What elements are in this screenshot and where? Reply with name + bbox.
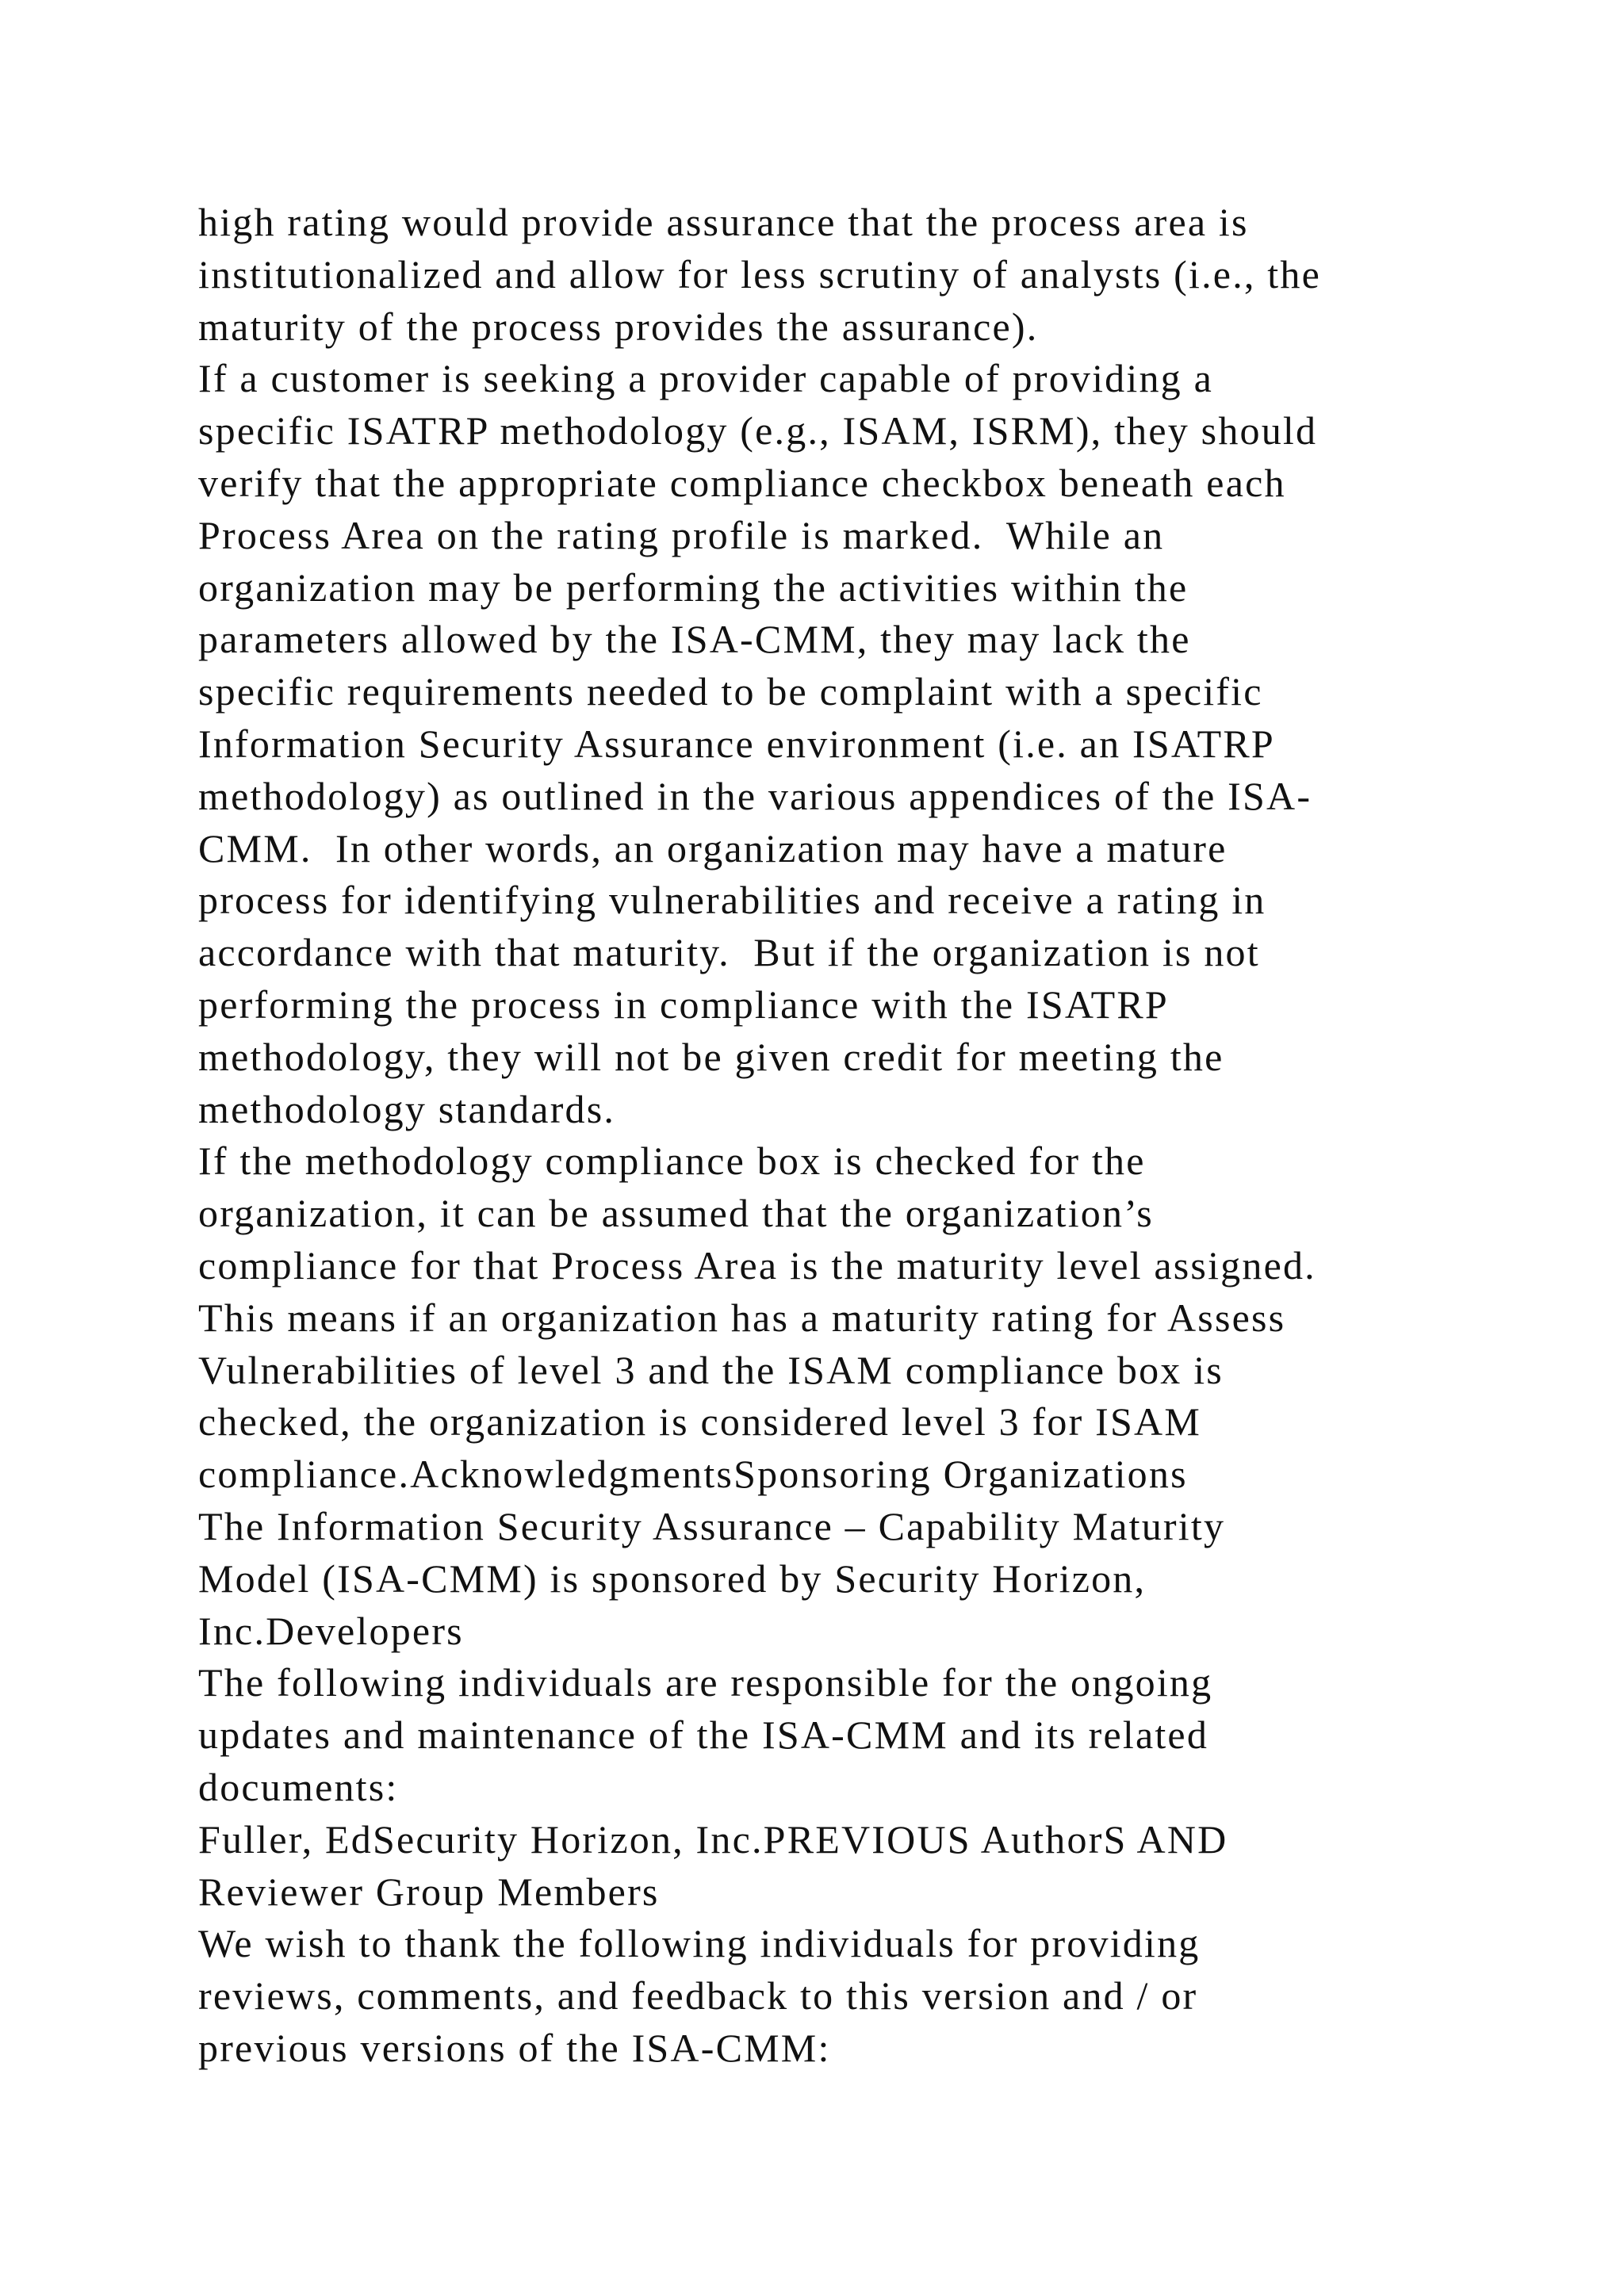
text-line: performing the process in compliance with the ISATRP (198, 982, 1169, 1027)
text-line: The following individuals are responsible for the ongoing (198, 1660, 1213, 1705)
text-line: compliance.AcknowledgmentsSponsoring Organizations (198, 1452, 1188, 1497)
text-line: If a customer is seeking a provider capable of providing a (198, 356, 1213, 401)
text-line: reviews, comments, and feedback to this version and / or (198, 1973, 1198, 2019)
text-line: Information Security Assurance environment (i.e. an ISATRP (198, 721, 1275, 766)
text-line: methodology, they will not be given credit for meeting the (198, 1034, 1224, 1079)
text-line: parameters allowed by the ISA-CMM, they may lack the (198, 617, 1191, 662)
text-line: maturity of the process provides the assurance). (198, 304, 1039, 349)
document-body-text (198, 197, 1507, 2075)
text-line: This means if an organization has a maturity rating for Assess (198, 1295, 1286, 1340)
text-line: Inc.Developers (198, 1608, 464, 1653)
text-line: compliance for that Process Area is the maturity level assigned. (198, 1242, 1316, 1288)
text-line: specific ISATRP methodology (e.g., ISAM, ISRM), they should (198, 408, 1318, 453)
text-line: Vulnerabilities of level 3 and the ISAM compliance box is (198, 1347, 1224, 1392)
text-line: Fuller, EdSecurity Horizon, Inc.PREVIOUS AuthorS AND (198, 1816, 1228, 1862)
text-line: verify that the appropriate compliance checkbox beneath each (198, 460, 1286, 505)
text-line: documents: (198, 1764, 399, 1809)
text-line: process for identifying vulnerabilities and receive a rating in (198, 878, 1266, 923)
text-line: methodology standards. (198, 1086, 616, 1131)
text-line: methodology) as outlined in the various appendices of the ISA- (198, 773, 1312, 818)
text-line: Reviewer Group Members (198, 1869, 660, 1914)
text-line: CMM. In other words, an organization may have a mature (198, 825, 1228, 871)
text-line: Model (ISA-CMM) is sponsored by Security Horizon, (198, 1556, 1147, 1601)
text-line: checked, the organization is considered level 3 for ISAM (198, 1399, 1201, 1445)
text-line: previous versions of the ISA-CMM: (198, 2025, 831, 2070)
text-line: specific requirements needed to be complaint with a specific (198, 669, 1263, 714)
text-line: We wish to thank the following individuals for providing (198, 1921, 1201, 1966)
text-line: organization, it can be assumed that the organization’s (198, 1191, 1154, 1236)
text-line: updates and maintenance of the ISA-CMM and its related (198, 1712, 1209, 1758)
text-line: institutionalized and allow for less scrutiny of analysts (i.e., the (198, 251, 1321, 297)
text-line: accordance with that maturity. But if the organization is not (198, 930, 1260, 975)
text-line: Process Area on the rating profile is marked. While an (198, 512, 1165, 557)
text-line: organization may be performing the activities within the (198, 564, 1189, 610)
text-line: The Information Security Assurance – Capability Maturity (198, 1503, 1226, 1548)
text-line: If the methodology compliance box is checked for the (198, 1138, 1146, 1184)
text-line: high rating would provide assurance that the process area is (198, 200, 1249, 244)
